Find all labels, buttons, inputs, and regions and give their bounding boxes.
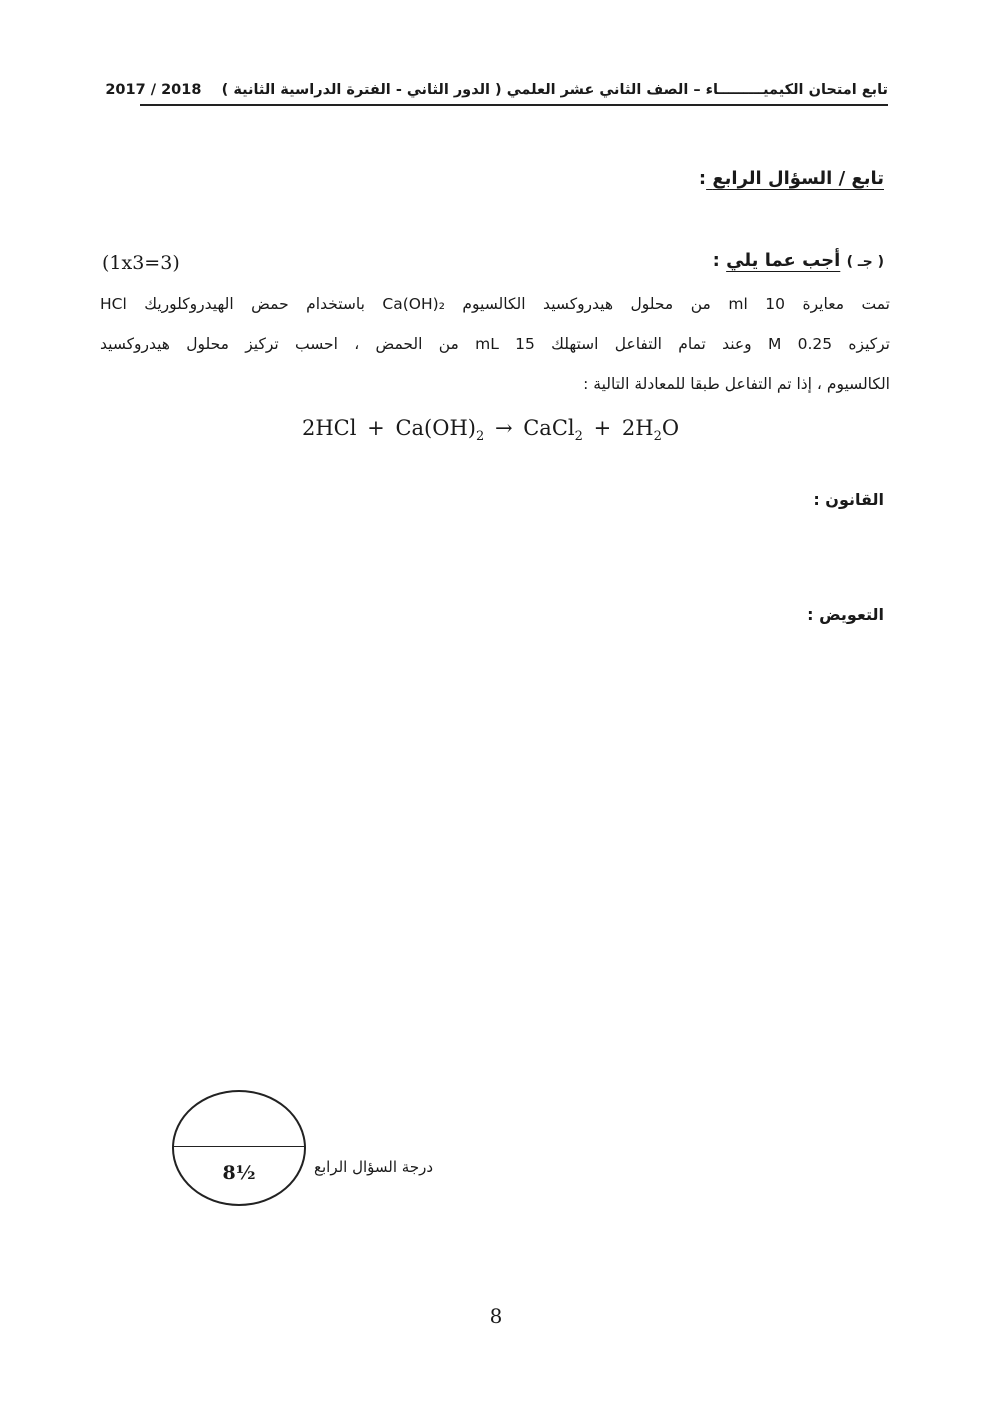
part-heading — [713, 250, 884, 271]
eq-reactant-2-base: Ca(OH) — [395, 416, 476, 440]
question-heading-colon: : — [698, 168, 707, 189]
problem-line-3: الكالسيوم ، إذا تم التفاعل طبقا للمعادلة التالية : — [583, 375, 890, 393]
eq-arrow: → — [494, 416, 513, 440]
part-letter: ( جـ ) — [846, 254, 884, 270]
substitution-label: التعويض : — [807, 605, 884, 624]
page-number: 8 — [489, 1304, 503, 1328]
grade-circle — [172, 1090, 306, 1206]
grade-divider — [174, 1146, 304, 1147]
eq-product-1-base: CaCl — [523, 416, 575, 440]
eq-product-1 — [523, 416, 583, 445]
eq-product-2-pre: 2H — [621, 416, 654, 440]
law-label: القانون : — [813, 490, 884, 509]
header-year: 2017 / 2018 — [105, 82, 202, 98]
exam-header — [105, 82, 888, 98]
question-heading-text: تابع / السؤال الرابع — [712, 168, 884, 189]
eq-plus-2: + — [593, 416, 612, 440]
part-instruction: أجب عما يلي — [726, 250, 841, 271]
header-rule — [140, 104, 888, 106]
problem-line-1: تمت معايرة 10 ml من محلول هيدروكسيد الكالسيوم Ca(OH)₂ باستخدام حمض الهيدروكلوريك HCl — [100, 295, 890, 313]
question-heading — [699, 168, 884, 189]
eq-product-2-post: O — [661, 416, 680, 440]
problem-line-2: تركيزه M 0.25 وعند تمام التفاعل استهلك 15 mL من الحمض ، احسب تركيز محلول هيدروكسيد — [100, 335, 890, 353]
chemical-equation — [302, 416, 679, 444]
header-title: تابع امتحان الكيميـــــــــاء – الصف الثاني عشر العلمي ( الدور الثاني - الفترة الدراسية الثانية ) — [221, 82, 888, 98]
eq-reactant-2-sub: 2 — [475, 429, 485, 445]
part-colon: : — [712, 250, 720, 271]
grade-value: 8½ — [222, 1162, 256, 1184]
eq-reactant-2 — [395, 416, 485, 445]
eq-product-2 — [621, 416, 680, 445]
grade-circle-box — [172, 1090, 306, 1206]
eq-product-1-sub: 2 — [574, 429, 583, 445]
part-marks: (1x3=3) — [102, 252, 180, 274]
eq-product-2-sub: 2 — [653, 429, 662, 445]
eq-plus-1: + — [367, 416, 385, 440]
eq-reactant-1: 2HCl — [302, 416, 357, 440]
problem-statement — [100, 284, 890, 404]
grade-label: درجة السؤال الرابع — [314, 1158, 434, 1176]
